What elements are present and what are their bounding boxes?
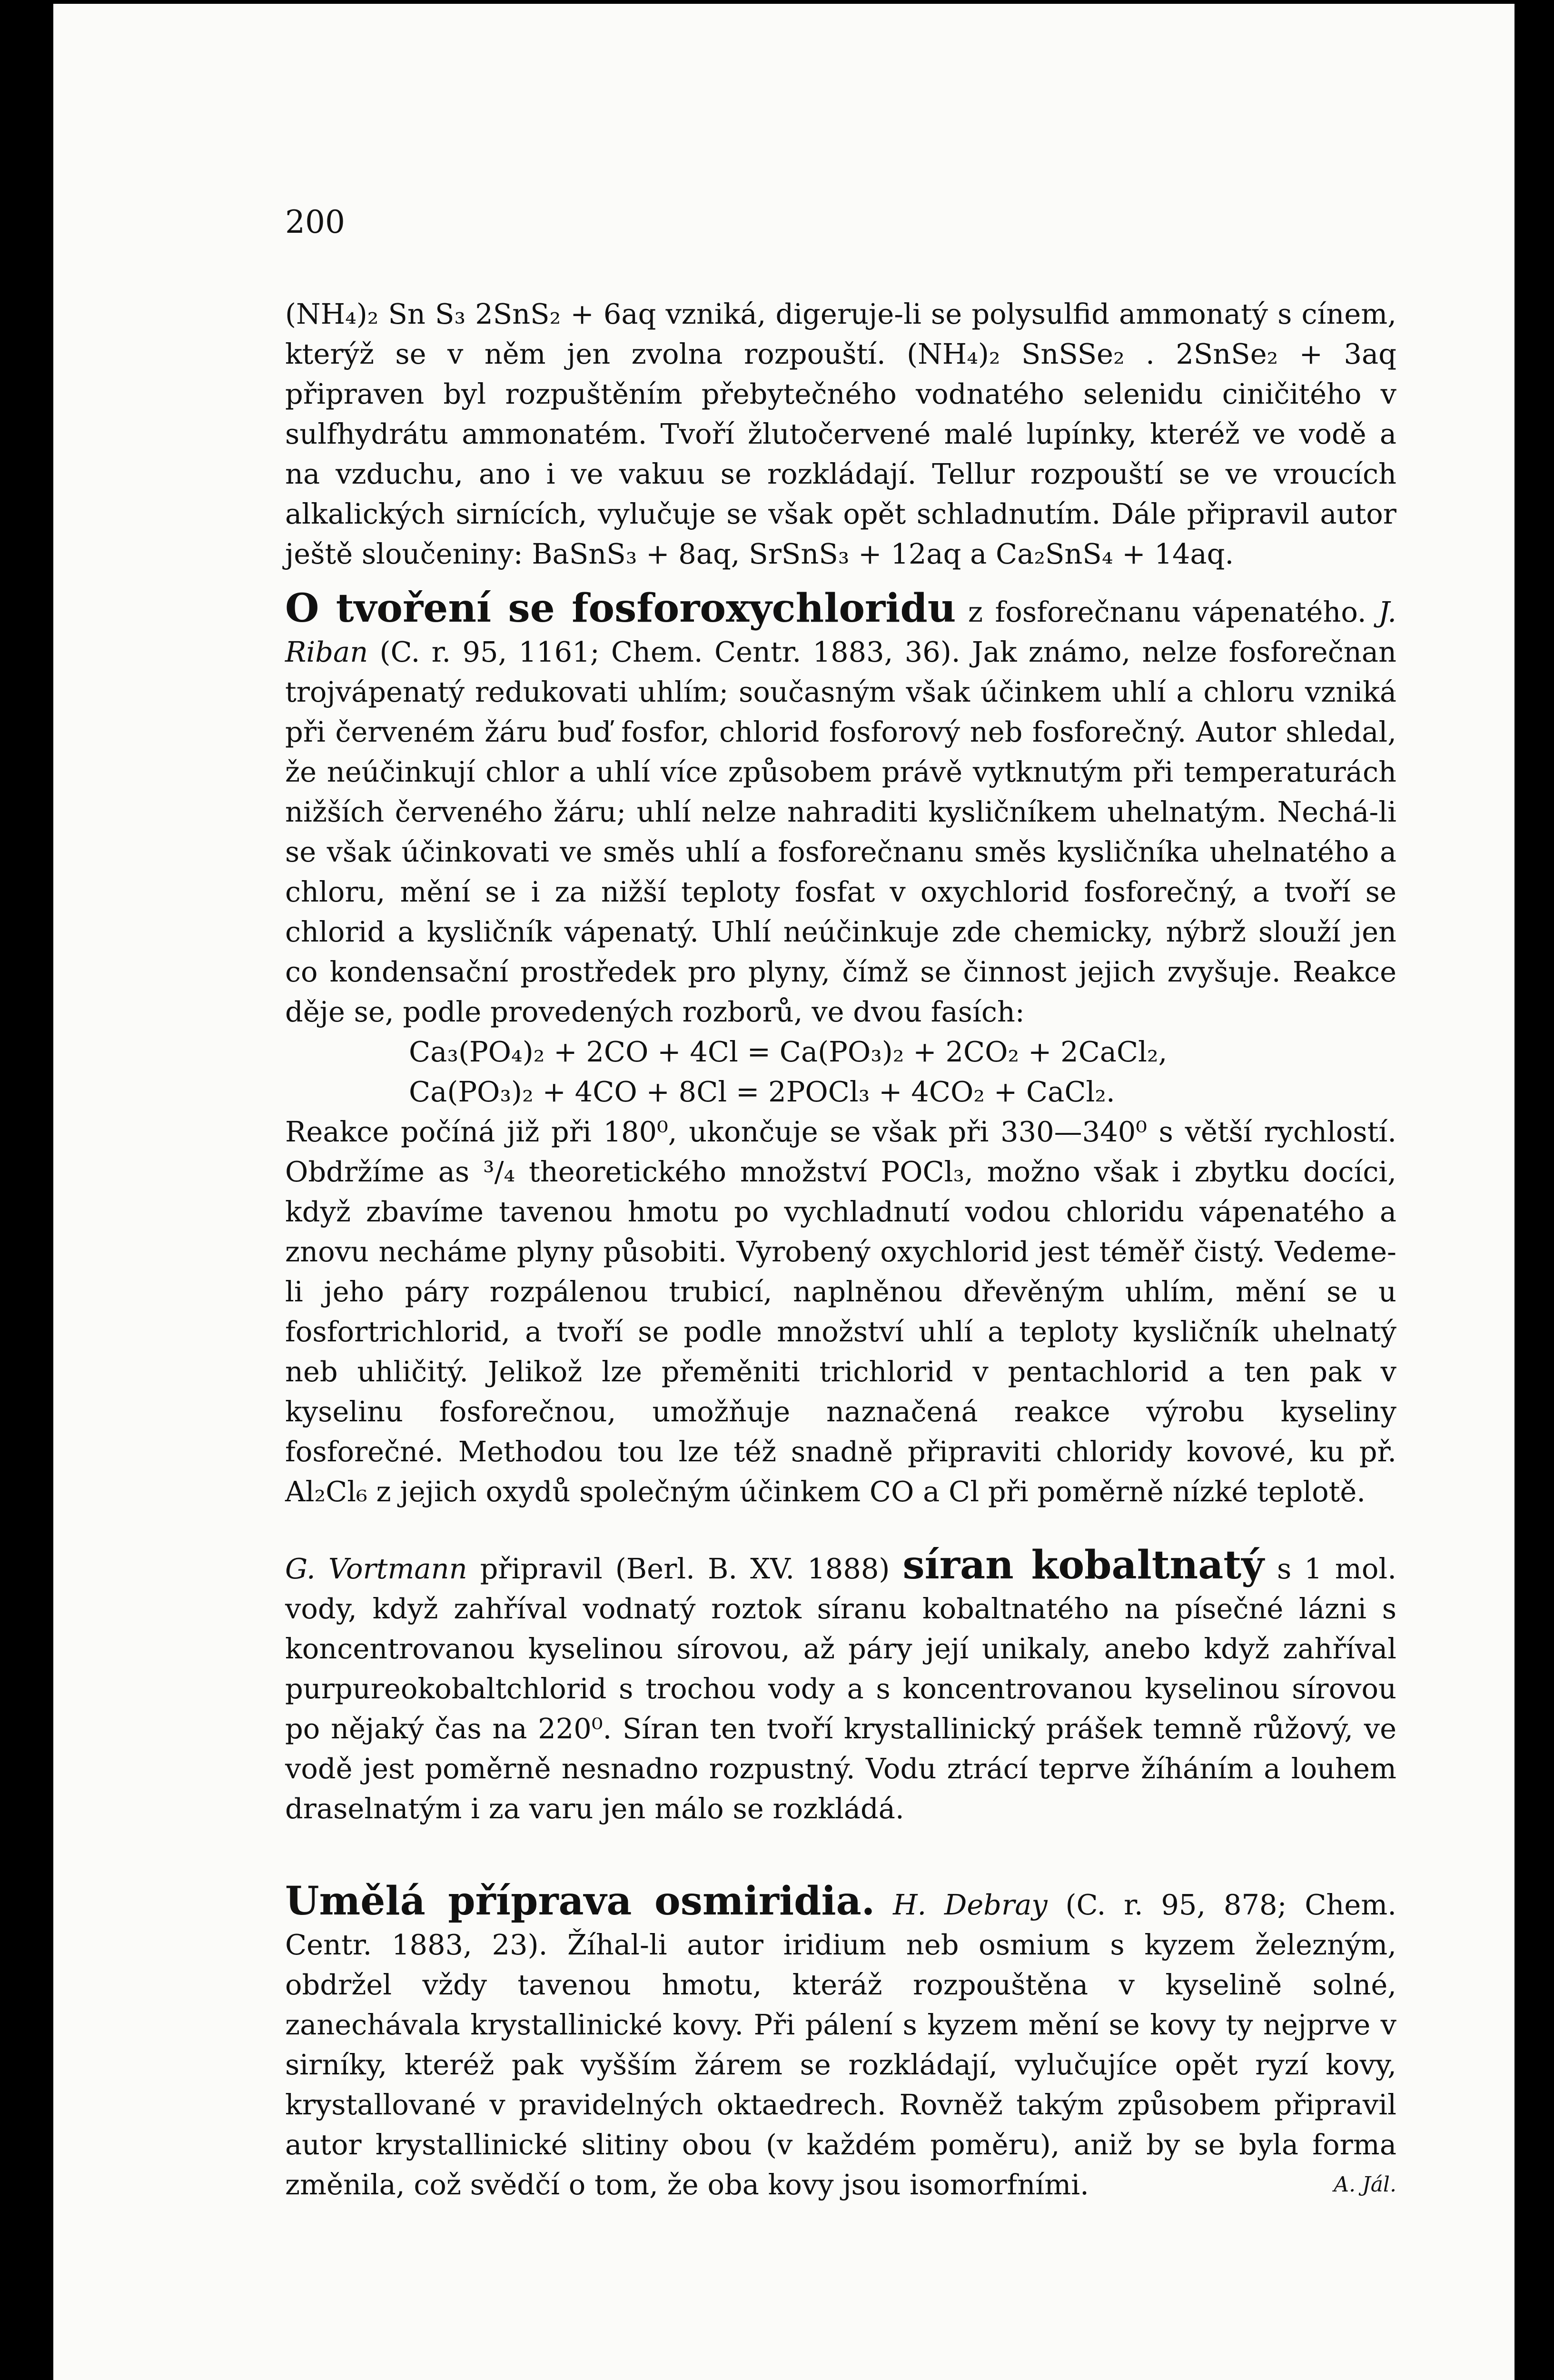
- text-column: [285, 294, 1396, 2205]
- equation-2: Ca(PO₃)₂ + 4CO + 8Cl = 2POCl₃ + 4CO₂ + CaCl₂.: [409, 1075, 1115, 1108]
- section-osmiridium: [285, 1878, 1396, 2205]
- paragraph-tin-compounds: (NH₄)₂ Sn S₃ 2SnS₂ + 6aq vzniká, digeruje-li se polysulfid ammonatý s cínem, kterýž se v něm jen zvolna rozpouští. (NH₄)₂ SnSSe₂ . 2SnSe₂ + 3aq připraven byl rozpuštěním přebytečného vodnatého selenidu ciničitého v sulfhydrátu ammonatém. Tvoří žlutočervené malé lupínky, kteréž ve vodě a na vzduchu, ano i ve vakuu se rozkládají. Tellur rozpouští se ve vroucích alkalických sirnících, vylučuje se však opět schladnutím. Dále připravil autor ještě sloučeniny: BaSnS₃ + 8aq, SrSnS₃ + 12aq a Ca₂SnS₄ + 14aq.: [285, 298, 1396, 570]
- heading-rest: z fosforečnanu vápenatého.: [956, 595, 1366, 628]
- page: [53, 4, 1514, 2380]
- section-cobalt-sulfate: [285, 1542, 1397, 1829]
- body-text: Jak známo, nelze fosforečnan trojvápenatý redukovati uhlím; současným však účinkem uhlí a chloru vzniká při červeném žáru buď fosfor, chlorid fosforový neb fosforečný. Autor shledal, že neúčinkují chlor a uhlí více způsobem právě vytknutým při temperaturách nižších červeného žáru; uhlí nelze nahraditi kysličníkem uhelnatým. Nechá-li se však účinkovati ve směs uhlí a fosforečnanu směs kysličníka uhelnatého a chloru, mění se i za nižší teploty fosfat v oxychlorid fosforečný, a tvoří se chlorid a kysličník vápenatý. Uhlí neúčinkuje zde chemicky, nýbrž slouží jen co kondensační prostředek pro plyny, čímž se činnost jejich zvyšuje. Reakce děje se, podle provedených rozborů, ve dvou fasích:: [285, 635, 1396, 1028]
- body-text-continued: Reakce počíná již při 180⁰, ukončuje se však při 330—340⁰ s větší rychlostí. Obdržíme as ³/₄ theoretického množství POCl₃, možno však i zbytku docíci, když zbavíme tavenou hmotu po vychladnutí vodou chloridu vápenatého a znovu necháme plyny působiti. Vyrobený oxychlorid jest téměř čistý. Vedeme-li jeho páry rozpálenou trubicí, naplněnou dřevěným uhlím, mění se u fosfortrichlorid, a tvoří se podle množství uhlí a teploty kysličník uhelnatý neb uhličitý. Jelikož lze přeměniti trichlorid v pentachlorid a ten pak v kyselinu fosforečnou, umožňuje naznačená reakce výrobu kyseliny fosforečné. Methodou tou lze též snadně připraviti chloridy kovové, ku př. Al₂Cl₆ z jejich oxydů společným účinkem CO a Cl při poměrně nízké teplotě.: [285, 1115, 1396, 1508]
- citation: (C. r. 95, 1161; Chem. Centr. 1883, 36).: [368, 635, 960, 668]
- section-heading: síran kobaltnatý: [902, 1542, 1264, 1588]
- author-name: H. Debray: [875, 1888, 1048, 1921]
- page-number: 200: [285, 204, 345, 240]
- body-text: (C. r. 95, 878; Chem. Centr. 1883, 23). Žíhal-li autor iridium neb osmium s kyzem železným, obdržel vždy tavenou hmotu, kteráž rozpouštěna v kyselině solné, zanechávala krystallinické kovy. Při pálení s kyzem mění se kovy ty nejprve v sirníky, kteréž pak vyšším žárem se rozkládají, vylučujíce opět ryzí kovy, krystallované v pravidelných oktaedrech. Rovněž takým způsobem připravil autor krystallinické slitiny obou (v každém poměru), aniž by se byla forma změnila, což svědčí o tom, že oba kovy jsou isomorfními.: [285, 1888, 1396, 2201]
- body-text: s 1 mol. vody, když zahříval vodnatý roztok síranu kobaltnatého na písečné lázni s koncentrovanou kyselinou sírovou, až páry její unikaly, anebo když zahříval purpureokobaltchlorid s trochou vody a s koncentrovanou kyselinou sírovou po nějaký čas na 220⁰. Síran ten tvoří krystallinický prášek temně růžový, ve vodě jest poměrně nesnadno rozpustný. Vodu ztrácí teprve žíháním a louhem draselnatým i za varu jen málo se rozkládá.: [285, 1552, 1397, 1825]
- author-name: G. Vortmann: [285, 1552, 467, 1585]
- section-heading: O tvoření se fosforoxychloridu: [285, 585, 956, 631]
- lead-text: připravil (Berl. B. XV. 1888): [467, 1552, 903, 1585]
- author-name: J. Riban: [285, 595, 1396, 668]
- section-phosphorus-oxychloride: [285, 585, 1396, 1032]
- section-heading: Umělá příprava osmiridia.: [285, 1878, 875, 1924]
- signature: A. Jál.: [1334, 2172, 1396, 2197]
- equation-1: Ca₃(PO₄)₂ + 2CO + 4Cl = Ca(PO₃)₂ + 2CO₂ + 2CaCl₂,: [409, 1035, 1168, 1068]
